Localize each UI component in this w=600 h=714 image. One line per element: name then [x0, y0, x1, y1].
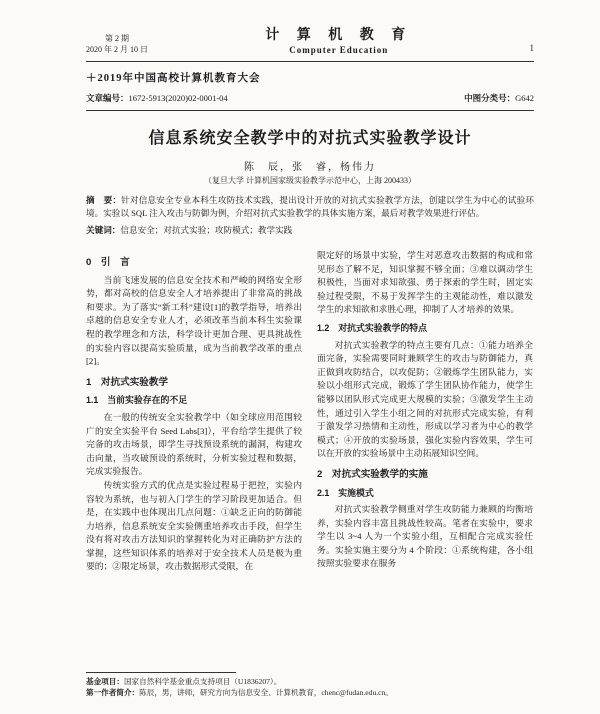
- body-columns: [86, 249, 534, 668]
- section-heading: 2 对抗式实验教学的实施: [317, 468, 428, 480]
- keywords: [86, 224, 534, 237]
- article-id: [86, 92, 228, 104]
- affiliation: （复旦大学 计算机国家级实验教学示范中心，上海 200433）: [204, 176, 416, 185]
- left-column: [86, 249, 302, 668]
- body-paragraph: 传统实验方式的优点是实验过程易于把控，实验内容较为系统，也与初入门学生的学习阶段更加适合。但是，在实践中也体现出几点问题：①缺乏正向的防御能力培养，信息系统安全实验侧重培养攻击手段，但学生没有将对攻击方法知识的掌握转化为对正确防护方法的掌握，这些知识体系的培养对于安全技术人员是极为重要的；②限定场景，攻击数据形式受限，在: [86, 479, 302, 572]
- body-paragraph-continued: 限定好的场景中实验，学生对恶意攻击数据的构成和常见形态了解不足，知识掌握不够全面；③难以调动学生积极性，当面对求知欲强、勇于探索的学生时，固定实验过程受限，不易于发挥学生的主观能动性，难以激发学生的求知欲和求胜心理，抑制了人才培养的效果。: [317, 250, 533, 315]
- abstract-label: 摘 要：: [86, 195, 122, 205]
- subsection-heading: 1.2 对抗式实验教学的特点: [317, 322, 427, 333]
- body-paragraph: 在一般的传统安全实验教学中（如全球应用范围较广的安全实验平台 Seed Labs[3]），平台给学生提供了较完备的攻击场景，即学生寻找预设系统的漏洞，构建攻击向量，当攻破预设的系统时，分析实验过程和数据，完成实验报告。: [86, 411, 302, 477]
- authors: 陈 辰，张 睿，杨伟力: [244, 162, 376, 173]
- journal-title-en: Computer Education: [289, 45, 389, 55]
- fund-note: [86, 676, 534, 687]
- keywords-label: 关键词：: [86, 225, 121, 235]
- article-title: 信息系统安全教学中的对抗式实验教学设计: [148, 130, 472, 147]
- issue-number: 第 2 期: [105, 34, 129, 43]
- right-column: [317, 249, 533, 668]
- issue-date: 2020 年 2 月 10 日: [86, 45, 148, 54]
- journal-title-block: [265, 24, 412, 55]
- footnote-rule: [86, 672, 236, 673]
- clc-label: 中图分类号：: [464, 93, 516, 103]
- article-id-value: 1672-5913(2020)02-0001-04: [128, 93, 228, 103]
- section-heading: 1 对抗式实验教学: [86, 376, 169, 388]
- article-meta-row: [86, 92, 534, 104]
- page-header: [86, 24, 534, 59]
- fund-label: 基金项目：: [86, 677, 124, 686]
- keywords-text: 信息安全；对抗式实验；攻防模式；教学实践: [120, 225, 293, 235]
- fund-text: 国家自然科学基金重点支持项目（U1836207）。: [123, 677, 282, 686]
- abstract-text: 针对信息安全专业本科生攻防技术实践，提出设计开放的对抗式实验教学方法，创建以学生为中心的试验环境。实验以 SQL 注入攻击与防御为例，介绍对抗式实验教学的具体实施方案，最后对教学效果进行评估。: [86, 195, 534, 218]
- first-author-label: 第一作者简介：: [86, 688, 140, 697]
- article-id-label: 文章编号：: [86, 93, 129, 103]
- footnote-area: [86, 668, 534, 698]
- header-rule: [86, 61, 534, 62]
- abstract: [86, 194, 534, 220]
- body-paragraph: 对抗式实验教学侧重对学生攻防能力兼顾的均衡培养，实验内容丰富且挑战性较高。笔者在实验中，要求学生以 3~4 人为一个实验小组，互相配合完成实验任务。实验实施主要分为 4 个阶段：①系统构建，各小组按照实验要求在服务: [317, 504, 533, 569]
- section-heading: 0 引 言: [86, 257, 130, 268]
- page-number: 1: [529, 43, 534, 53]
- clc-number: [464, 92, 534, 104]
- first-author-text: 陈辰，男，讲师，研究方向为信息安全、计算机教育，chenc@fudan.edu.cn。: [139, 688, 393, 697]
- journal-title-cn: 计 算 机 教 育: [265, 28, 413, 43]
- meta-rule: [86, 110, 534, 111]
- body-paragraph: 当前飞速发展的信息安全技术和严峻的网络安全形势，都对高校的信息安全人才培养提出了非常高的挑战和要求。为了落实“新工科”建设[1]的教学指导，培养出卓越的信息安全专业人才，必须改革当前本科生实验课程的教学理念和方法，科学设计更加合理、更具挑战性的实验内容以提高实验质量，成为当前教学改革的重点[2]。: [86, 274, 302, 367]
- subsection-heading: 1.1 当前实验存在的不足: [86, 395, 188, 406]
- conference-banner: ＋2019年中国高校计算机教育大会: [86, 73, 261, 84]
- subsection-heading: 2.1 实施模式: [317, 487, 374, 498]
- body-paragraph: 对抗式实验教学的特点主要有几点：①能力培养全面完备，实验需要同时兼顾学生的攻击与防御能力，真正做到攻防结合，以攻促防；②锻炼学生团队能力，实验以小组形式完成，锻炼了学生团队协作能力，使学生能够以团队形式完成更大规模的实验；③激发学生主动性，通过引入学生小组之间的对抗形式完成实验，有利于激发学习热情和主动性，形成以学习者为中心的教学模式；④开放的实验场景，强化实验内容效果，学生可以在开放的实验场景中主动拓展知识空间。: [317, 339, 533, 459]
- issue-block: [86, 33, 148, 55]
- clc-value: G642: [515, 93, 534, 103]
- first-author-note: [86, 687, 534, 698]
